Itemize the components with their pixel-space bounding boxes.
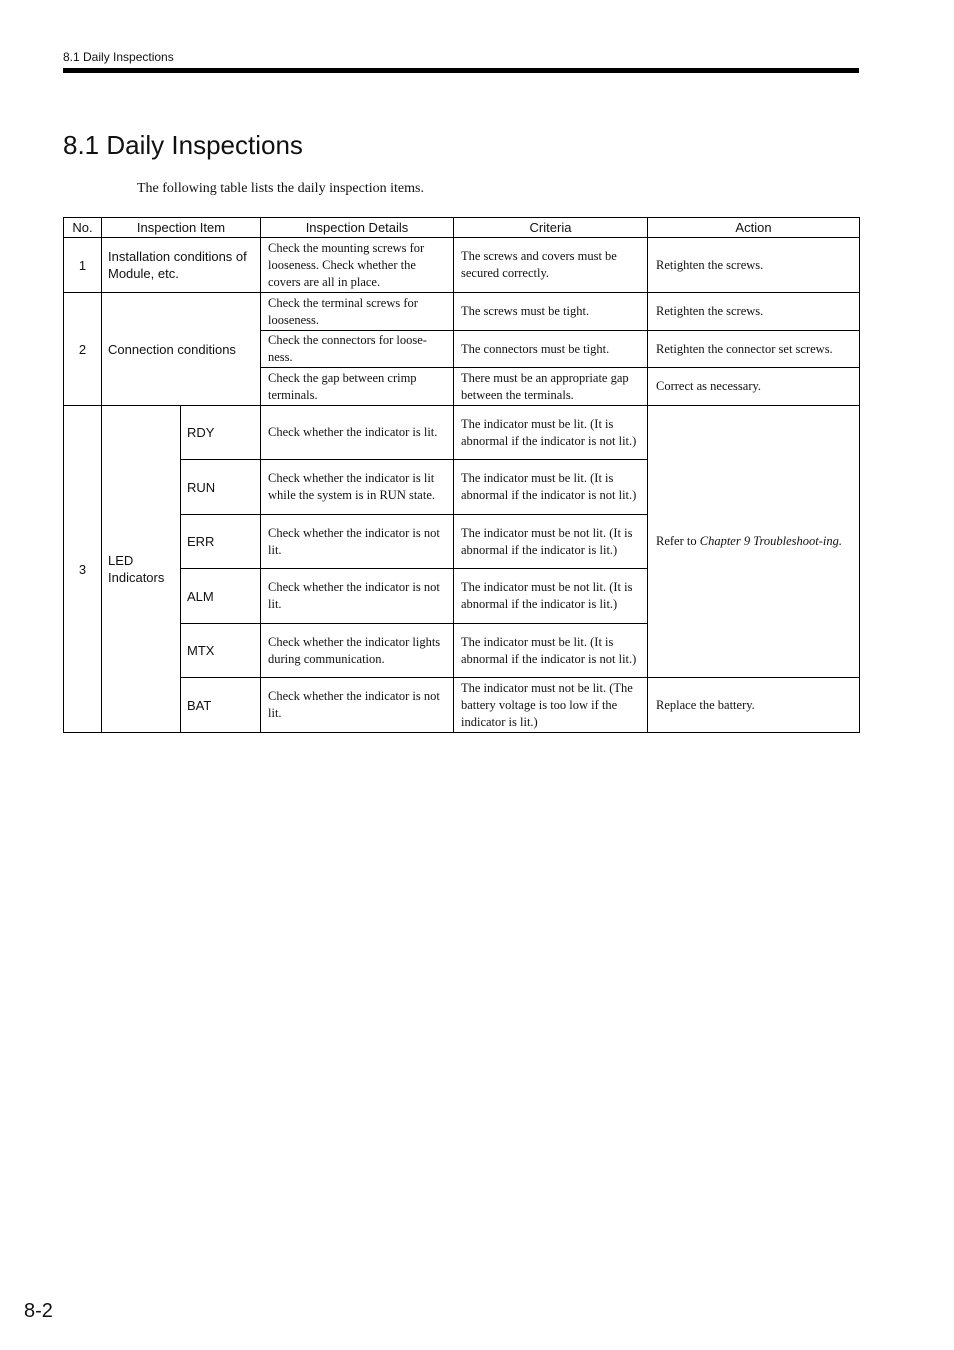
section-title: 8.1 Daily Inspections bbox=[63, 130, 303, 160]
row-number: 1 bbox=[64, 238, 102, 293]
indicator-name: RDY bbox=[181, 406, 261, 460]
inspection-details: Check whether the indicator is lit. bbox=[261, 406, 454, 460]
inspection-details: Check whether the indicator lights during communication. bbox=[261, 624, 454, 678]
header-action: Action bbox=[648, 218, 860, 238]
inspection-details: Check the connectors for loose-ness. bbox=[261, 331, 454, 368]
inspection-details: Check whether the indicator is lit while the system is in RUN state. bbox=[261, 460, 454, 515]
header-no: No. bbox=[64, 218, 102, 238]
table-row bbox=[64, 238, 860, 293]
inspection-details: Check the gap between crimp terminals. bbox=[261, 368, 454, 406]
row-number: 2 bbox=[64, 293, 102, 406]
inspection-table bbox=[63, 217, 860, 733]
header-rule bbox=[63, 68, 859, 73]
action: Replace the battery. bbox=[648, 678, 860, 733]
row-number: 3 bbox=[64, 406, 102, 733]
chapter-reference: Chapter 9 Troubleshoot-ing. bbox=[699, 534, 842, 548]
action: Retighten the screws. bbox=[648, 238, 860, 293]
action: Retighten the connector set screws. bbox=[648, 331, 860, 368]
criteria: The indicator must be not lit. (It is abnormal if the indicator is lit.) bbox=[454, 569, 648, 624]
inspection-item: LED Indicators bbox=[102, 406, 181, 733]
inspection-details: Check whether the indicator is not lit. bbox=[261, 515, 454, 569]
table-row bbox=[64, 678, 860, 733]
header-inspection-details: Inspection Details bbox=[261, 218, 454, 238]
inspection-details: Check whether the indicator is not lit. bbox=[261, 678, 454, 733]
inspection-details: Check the mounting screws for looseness. Check whether the covers are all in place. bbox=[261, 238, 454, 293]
inspection-item: Connection conditions bbox=[102, 293, 261, 406]
inspection-details: Check the terminal screws for looseness. bbox=[261, 293, 454, 331]
criteria: The indicator must not be lit. (The battery voltage is too low if the indicator is lit.) bbox=[454, 678, 648, 733]
indicator-name: MTX bbox=[181, 624, 261, 678]
criteria: The indicator must be lit. (It is abnormal if the indicator is not lit.) bbox=[454, 624, 648, 678]
criteria: The connectors must be tight. bbox=[454, 331, 648, 368]
criteria: The screws and covers must be secured correctly. bbox=[454, 238, 648, 293]
criteria: The indicator must be not lit. (It is abnormal if the indicator is lit.) bbox=[454, 515, 648, 569]
indicator-name: ERR bbox=[181, 515, 261, 569]
criteria: The screws must be tight. bbox=[454, 293, 648, 331]
table-header-row bbox=[64, 218, 860, 238]
indicator-name: BAT bbox=[181, 678, 261, 733]
table-row bbox=[64, 293, 860, 331]
running-header: 8.1 Daily Inspections bbox=[63, 50, 174, 64]
inspection-details: Check whether the indicator is not lit. bbox=[261, 569, 454, 624]
intro-text: The following table lists the daily inspection items. bbox=[137, 181, 424, 196]
page-number: 8-2 bbox=[24, 1300, 53, 1322]
inspection-item: Installation conditions of Module, etc. bbox=[102, 238, 261, 293]
header-criteria: Criteria bbox=[454, 218, 648, 238]
header-inspection-item: Inspection Item bbox=[102, 218, 261, 238]
action: Correct as necessary. bbox=[648, 368, 860, 406]
criteria: The indicator must be lit. (It is abnormal if the indicator is not lit.) bbox=[454, 406, 648, 460]
criteria: There must be an appropriate gap between the terminals. bbox=[454, 368, 648, 406]
action-shared bbox=[648, 406, 860, 678]
action-prefix: Refer to bbox=[656, 534, 700, 548]
indicator-name: RUN bbox=[181, 460, 261, 515]
indicator-name: ALM bbox=[181, 569, 261, 624]
table-row bbox=[64, 406, 860, 460]
action: Retighten the screws. bbox=[648, 293, 860, 331]
criteria: The indicator must be lit. (It is abnormal if the indicator is not lit.) bbox=[454, 460, 648, 515]
